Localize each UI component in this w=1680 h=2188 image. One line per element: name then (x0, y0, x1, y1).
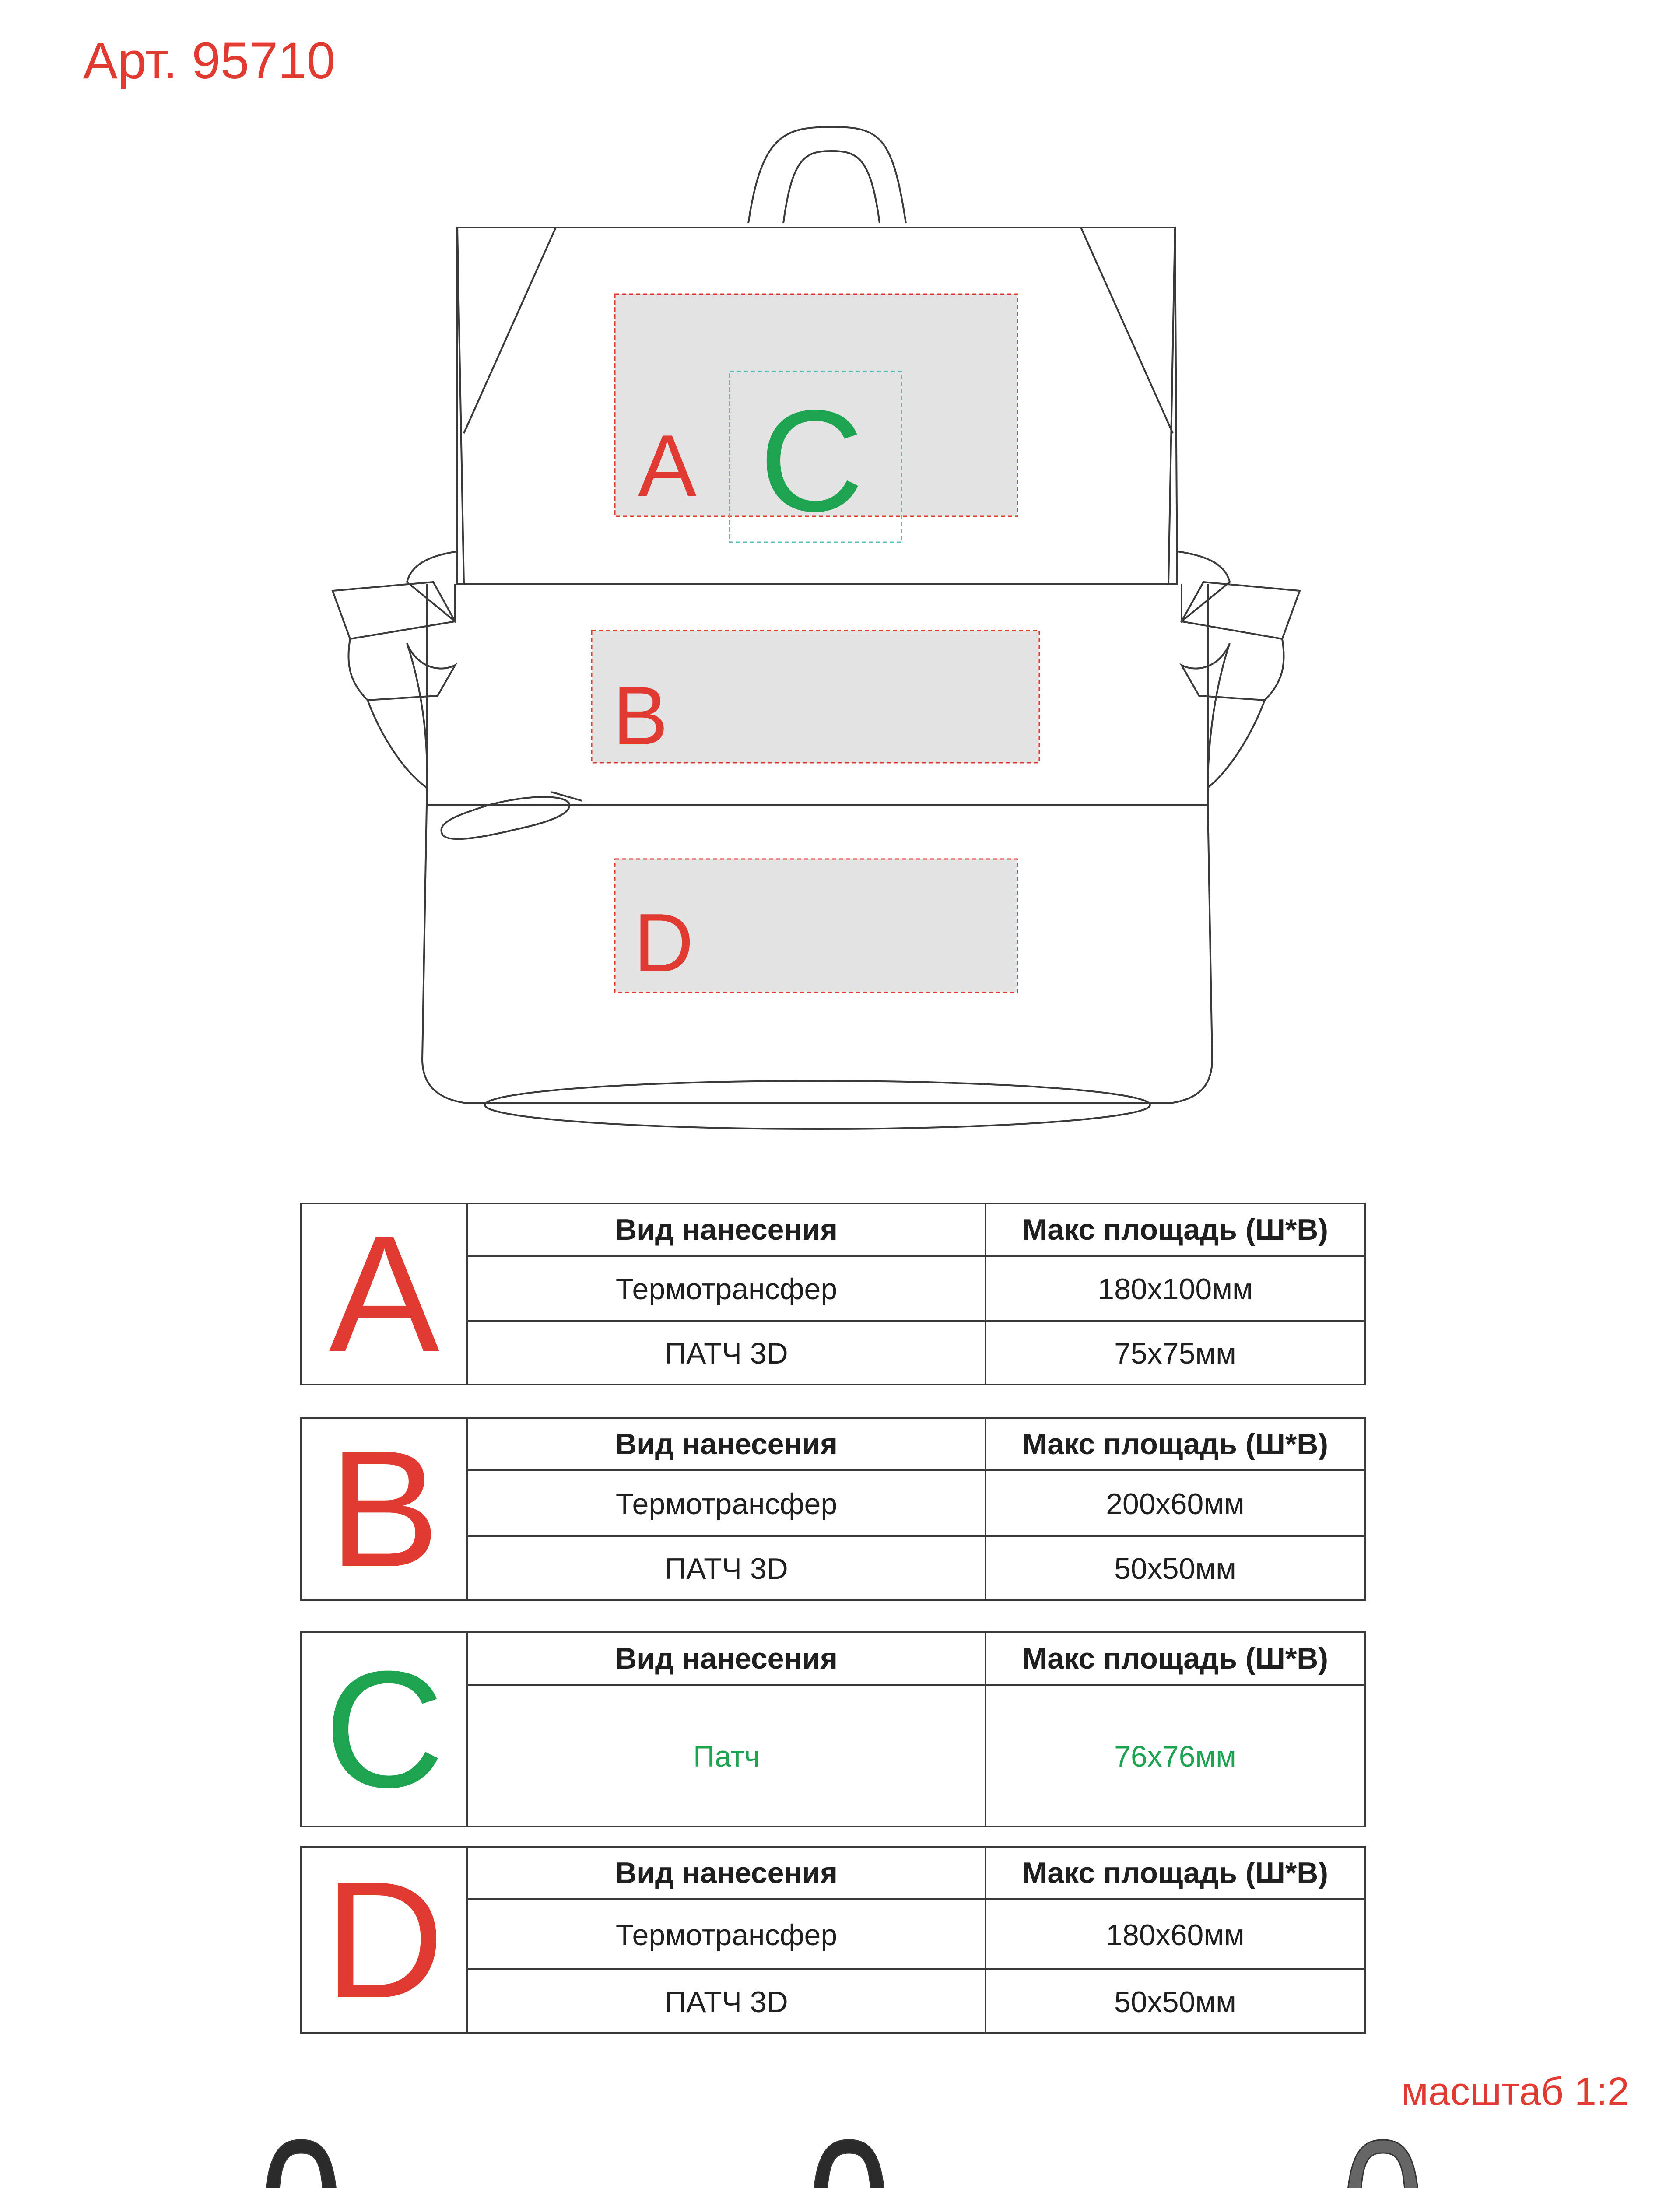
variant-gray (1173, 2140, 1593, 2188)
area-header: Макс площадь (Ш*В) (985, 1419, 1364, 1469)
table-row (468, 1255, 1364, 1322)
spec-letter-c: C (300, 1631, 466, 1827)
zone-label-b: B (613, 670, 668, 762)
spec-table-c (300, 1631, 1366, 1827)
table-row (468, 1968, 1364, 2034)
scale-label: масштаб 1:2 (1401, 2070, 1629, 2114)
method-cell: ПАТЧ 3D (665, 1337, 788, 1370)
method-cell: Термотрансфер (615, 1273, 838, 1306)
area-cell: 76х76мм (985, 1686, 1364, 1827)
area-cell: 75х75мм (985, 1322, 1364, 1385)
zone-label-a: A (638, 417, 697, 515)
variant-navy (91, 2140, 511, 2188)
method-cell: Термотрансфер (615, 1487, 838, 1521)
spec-grid (466, 1417, 1366, 1601)
method-cell: Термотрансфер (615, 1918, 838, 1952)
table-header-row (468, 1204, 1364, 1255)
area-cell: 200х60мм (985, 1471, 1364, 1537)
method-cell: ПАТЧ 3D (665, 1985, 788, 2019)
method-header: Вид нанесения (615, 1856, 838, 1890)
zone-label-c: C (759, 380, 864, 541)
method-header: Вид нанесения (615, 1427, 838, 1461)
method-header: Вид нанесения (615, 1642, 838, 1675)
article-title: Арт. 95710 (83, 32, 336, 90)
variant-black (639, 2140, 1059, 2188)
area-cell: 180х100мм (985, 1257, 1364, 1322)
spec-table-b (300, 1417, 1366, 1601)
area-header: Макс площадь (Ш*В) (985, 1204, 1364, 1255)
area-header: Макс площадь (Ш*В) (985, 1633, 1364, 1684)
zipper-pull (441, 797, 569, 839)
table-header-row (468, 1633, 1364, 1684)
method-cell: Патч (693, 1740, 760, 1773)
handle-outline (748, 127, 906, 223)
table-row (468, 1898, 1364, 1970)
area-header: Макс площадь (Ш*В) (985, 1848, 1364, 1898)
spec-table-d (300, 1846, 1366, 2034)
spec-table-a (300, 1203, 1366, 1385)
table-row (468, 1320, 1364, 1385)
spec-letter-b: B (300, 1417, 466, 1601)
table-row (468, 1535, 1364, 1601)
table-header-row (468, 1848, 1364, 1898)
right-strap (1177, 551, 1230, 621)
method-header: Вид нанесения (615, 1213, 838, 1246)
spec-grid (466, 1203, 1366, 1385)
area-cell: 50х50мм (985, 1537, 1364, 1601)
table-row (468, 1469, 1364, 1537)
zone-label-d: D (634, 897, 694, 989)
area-cell: 50х50мм (985, 1970, 1364, 2034)
table-header-row (468, 1419, 1364, 1469)
spec-letter-d: D (300, 1846, 466, 2034)
spec-grid (466, 1846, 1366, 2034)
spec-letter-a: A (300, 1203, 466, 1385)
base-ellipse (485, 1081, 1150, 1129)
method-cell: ПАТЧ 3D (665, 1552, 788, 1585)
area-cell: 180х60мм (985, 1900, 1364, 1970)
spec-grid (466, 1631, 1366, 1827)
table-row (468, 1684, 1364, 1827)
